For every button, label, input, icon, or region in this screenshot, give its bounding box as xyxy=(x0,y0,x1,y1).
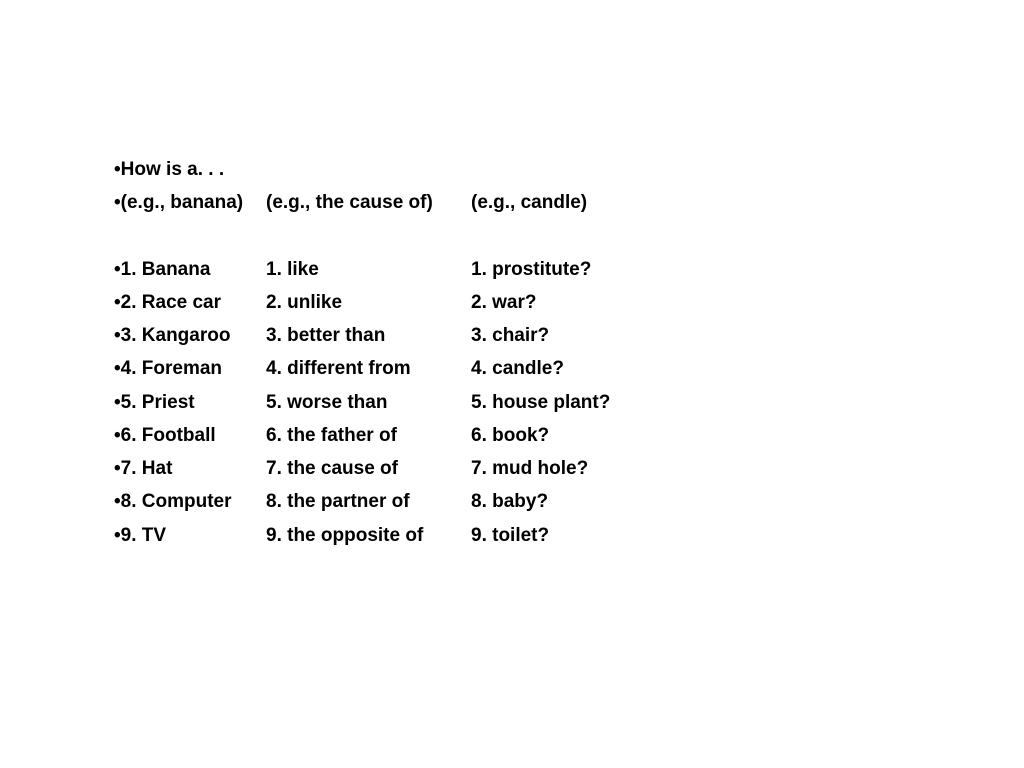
example-subject: •(e.g., banana) xyxy=(114,192,244,213)
object-item: 9. toilet? xyxy=(471,525,550,546)
object-item: 1. prostitute? xyxy=(471,259,592,280)
relation-item: 8. the partner of xyxy=(266,491,410,512)
relation-item: 9. the opposite of xyxy=(266,525,424,546)
example-relation: (e.g., the cause of) xyxy=(266,192,433,213)
subject-item: •4. Foreman xyxy=(114,358,223,379)
object-item: 8. baby? xyxy=(471,491,549,512)
object-item: 4. candle? xyxy=(471,358,564,379)
subject-item: •8. Computer xyxy=(114,491,232,512)
relation-item: 1. like xyxy=(266,259,319,280)
relation-item: 5. worse than xyxy=(266,392,388,413)
object-item: 6. book? xyxy=(471,425,550,446)
object-item: 3. chair? xyxy=(471,325,550,346)
object-item: 5. house plant? xyxy=(471,392,611,413)
object-item: 7. mud hole? xyxy=(471,458,589,479)
relation-item: 7. the cause of xyxy=(266,458,398,479)
subject-item: •9. TV xyxy=(114,525,167,546)
subject-item: •3. Kangaroo xyxy=(114,325,231,346)
subject-item: •7. Hat xyxy=(114,458,173,479)
example-object: (e.g., candle) xyxy=(471,192,588,213)
object-item: 2. war? xyxy=(471,292,537,313)
relation-item: 6. the father of xyxy=(266,425,397,446)
heading-text: •How is a. . . xyxy=(114,159,225,180)
relation-item: 2. unlike xyxy=(266,292,343,313)
subject-item: •5. Priest xyxy=(114,392,195,413)
relation-item: 3. better than xyxy=(266,325,386,346)
subject-item: •2. Race car xyxy=(114,292,222,313)
relation-item: 4. different from xyxy=(266,358,411,379)
subject-item: •1. Banana xyxy=(114,259,211,280)
subject-item: •6. Football xyxy=(114,425,216,446)
